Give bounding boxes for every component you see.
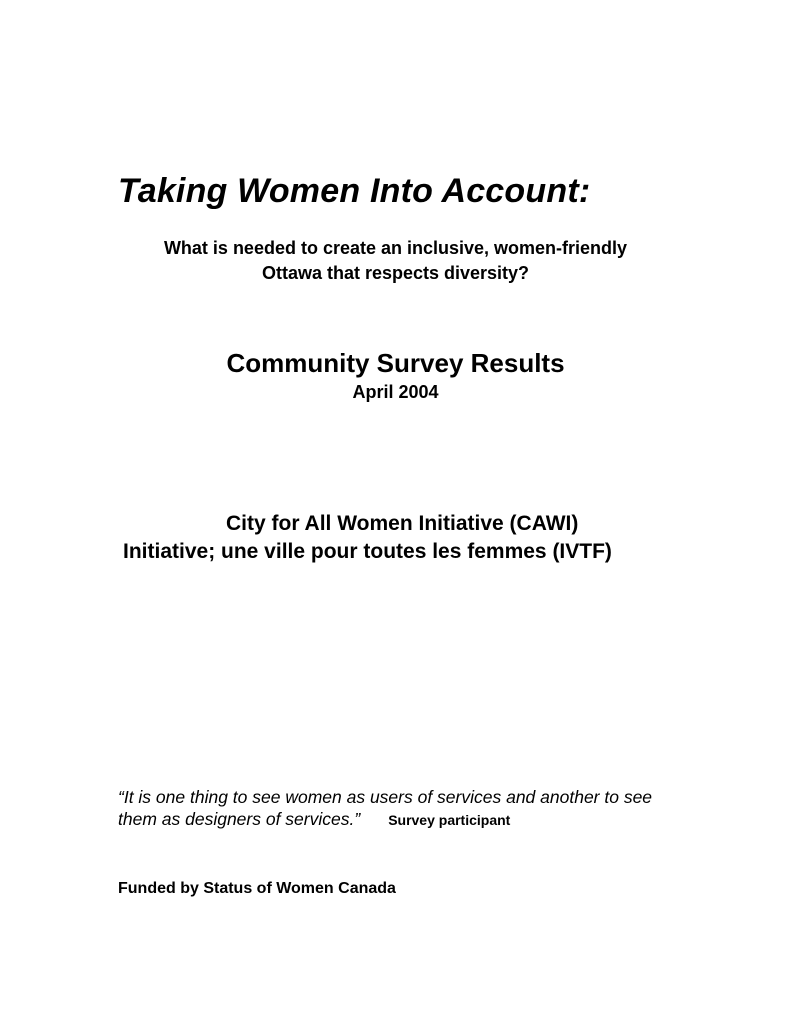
quote-line-2-wrapper [118, 808, 698, 831]
quote-line-2: them as designers of services.” [118, 809, 361, 829]
organization-name-english: City for All Women Initiative (CAWI) [226, 512, 579, 535]
document-title: Taking Women Into Account: [118, 172, 591, 210]
funding-statement: Funded by Status of Women Canada [118, 880, 396, 897]
subtitle-line-2: Ottawa that respects diversity? [261, 263, 530, 283]
survey-title: Community Survey Results [226, 348, 565, 378]
organization-name-french: Initiative; une ville pour toutes les femmes (IVTF) [123, 540, 612, 563]
quote-line-1: “It is one thing to see women as users of services and another to see [118, 787, 653, 807]
quote-attribution: Survey participant [388, 812, 511, 828]
participant-quote [118, 786, 698, 831]
survey-date: April 2004 [352, 382, 439, 402]
document-subtitle [0, 236, 791, 286]
subtitle-line-1: What is needed to create an inclusive, women-friendly [163, 238, 628, 258]
